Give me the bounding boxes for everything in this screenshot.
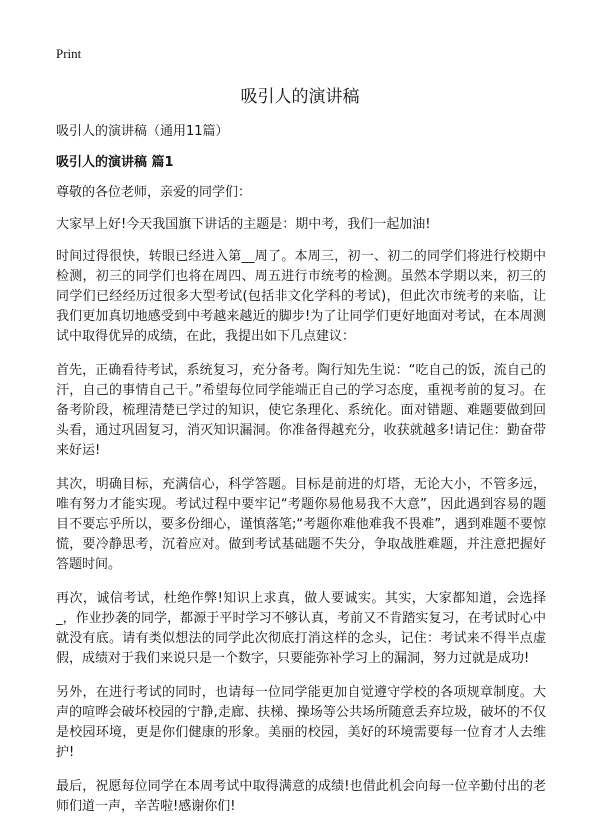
page-title: 吸引人的演讲稿 <box>240 87 360 107</box>
paragraph-fourth-advice: 另外，在进行考试的同时，也请每一位同学能更加自觉遵守学校的各项规章制度。大声的喧哗会破坏校园的宁静,走廊、扶梯、操场等公共场所随意丢弃垃圾，破坏的不仅是校园环境，更是你们健康的形象。美丽的校园，美好的环境需要每一位育才人去维护! <box>56 685 546 760</box>
section-heading: 吸引人的演讲稿 篇1 <box>56 155 174 170</box>
paragraph-greeting: 尊敬的各位老师，亲爱的同学们： <box>56 185 252 200</box>
paragraph-first-advice: 首先，正确看待考试，系统复习，充分备考。陶行知先生说：“吃自己的饭，流自己的汗，自己的事情自己干。”希望每位同学能端正自己的学习态度，重视考前的复习。在备考阶段，梳理清楚已学过的知识，使它条理化、系统化。面对错题、难题要做到回头看，通过巩固复习，消灭知识漏洞。你准备得越充分，收获就越多!请记住：勤奋带来好运! <box>56 363 546 458</box>
paragraph-closing: 最后，祝愿每位同学在本周考试中取得满意的成绩!也借此机会向每一位辛勤付出的老师们道一声，辛苦啦!感谢你们! <box>56 779 546 814</box>
paragraph-context: 时间过得很快，转眼已经进入第__周了。本周三，初一、初二的同学们将进行校期中检测，初三的同学们也将在周四、周五进行市统考的检测。虽然本学期以来，初三的同学们已经经历过很多大型考试(包括非文化学科的考试)，但此次市统考的来临，让我们更加真切地感受到中考越来越近的脚步!为了让同学们更好地面对考试，在本周测试中取得优异的成绩，在此，我提出如下几点建议： <box>56 249 546 344</box>
document-body <box>56 122 546 831</box>
paragraph-second-advice: 其次，明确目标，充满信心，科学答题。目标是前进的灯塔，无论大小，不管多远，唯有努力才能实现。考试过程中要牢记“考题你易他易我不大意”，因此遇到容易的题目不要忘乎所以，要多份细心，谨慎落笔;“考题你难他难我不畏难”，遇到难题不要惊慌，要冷静思考，沉着应对。做到考试基础题不失分，争取战胜难题，并注意把握好答题时间。 <box>56 477 546 572</box>
paragraph-opening: 大家早上好!今天我国旗下讲话的主题是：期中考，我们一起加油! <box>56 217 431 232</box>
print-link[interactable]: Print <box>56 46 82 61</box>
document-subtitle: 吸引人的演讲稿（通用11篇） <box>56 124 229 139</box>
paragraph-third-advice: 再次，诚信考试，杜绝作弊!知识上求真，做人要诚实。其实，大家都知道，会选择_，作业抄袭的同学，都源于平时学习不够认真，考前又不肯踏实复习，在考试时心中就没有底。请有类似想法的同学此次彻底打消这样的念头，记住：考试来不得半点虚假，成绩对于我们来说只是一个数字，只要能弥补学习上的漏洞，努力过就是成功! <box>56 591 546 666</box>
